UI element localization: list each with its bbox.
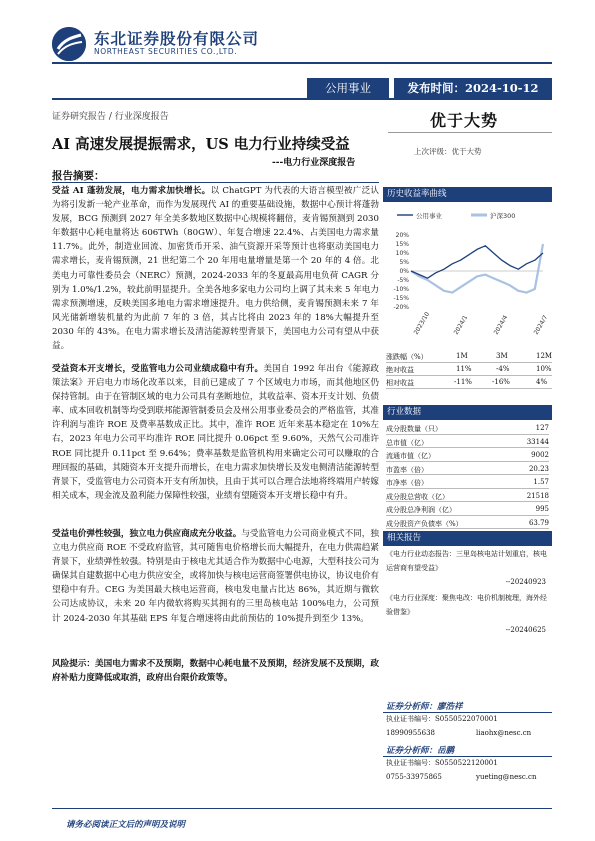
series-line (411, 244, 543, 293)
industry-data-row (386, 516, 549, 530)
industry-data-label: 成分股总净利润（亿） (386, 506, 456, 514)
summary-divider (52, 182, 379, 183)
industry-data-label: 成分股总营收（亿） (386, 492, 449, 501)
related-report-date: --20240625 (505, 626, 546, 634)
footer-divider (52, 808, 552, 809)
perf-header-cell: 3M (496, 352, 508, 360)
x-tick-label: 2024/1 (452, 314, 470, 336)
rating-divider (388, 132, 552, 133)
y-tick-label: -10% (393, 286, 409, 293)
paragraph-independent (52, 527, 379, 626)
industry-data-label: 市净率（倍） (386, 479, 428, 487)
company-name-en: NORTHEAST SECURITIES CO.,LTD. (94, 47, 238, 56)
analyst-phone: 0755-33975865 (386, 773, 442, 781)
industry-data-row (386, 435, 549, 449)
perf-cell: 相对收益 (386, 379, 414, 387)
y-tick-label: 15% (395, 241, 409, 248)
perf-header-cell: 1M (456, 352, 468, 360)
paragraph-body: 与受监管电力公司商业模式不同，独立电力供应商 ROE 不受政府监管，其可随售电价格增长而大幅提升，在电力供需趋紧背景下，业绩弹性较强。特别是由于核电尤其适合作为数据中心电源，大型科技公司为确保其自建数据中心电力供应安全，或将加快与核电运营商签署供电协议，协议电价有望稳中有升。CEG 为美国最大核电运营商，核电发电量占比达 86%，其近期与微软公司达成协议，未来 20 年内微软将购买其拥有的三里岛核电站 100%电力，公司预计 2024-2030 年其基础 EPS 年复合增速将由此前预估的 10%提升到至少 13%。 (52, 529, 379, 624)
paragraph-lead: 受益 AI 蓬勃发展，电力需求加快增长。 (52, 186, 211, 196)
legend-label: 沪深300 (490, 212, 516, 220)
industry-data-value: 995 (535, 505, 549, 513)
chart-y-ticks (393, 232, 409, 311)
perf-header-cell: 12M (536, 352, 553, 360)
industry-data-label: 成分股资产负债率（%） (386, 519, 463, 528)
analyst-email[interactable]: yueting@nesc.cn (476, 773, 537, 781)
y-tick-label: -15% (393, 295, 409, 302)
analyst-name: 证券分析师：岳鹏 (386, 746, 455, 756)
y-tick-label: -5% (397, 277, 409, 284)
tab-divider (52, 98, 552, 100)
chart-lines (411, 244, 543, 293)
perf-cell: -16% (492, 378, 510, 386)
related-report-date: --20240923 (505, 578, 546, 586)
legend-label: 公用事业 (416, 212, 442, 220)
perf-row-relative (386, 376, 552, 389)
perf-cell: -11% (454, 378, 472, 386)
industry-data-section-title: 行业数据 (383, 405, 552, 420)
industry-data-value: 9002 (531, 451, 549, 459)
industry-data-row (386, 475, 549, 489)
industry-data-value: 33144 (526, 437, 549, 446)
industry-data-row (386, 421, 549, 435)
report-subtitle: ---电力行业深度报告 (272, 158, 356, 168)
perf-cell: 11% (456, 365, 472, 373)
paragraph-demand (52, 184, 379, 353)
chart-legend (397, 211, 515, 220)
publish-date: 发布时间：2024-10-12 (394, 78, 552, 98)
footer-disclaimer[interactable]: 请务必阅读正文后的声明及说明 (66, 820, 186, 830)
chart-x-ticks (413, 311, 550, 336)
y-tick-label: -20% (393, 304, 409, 311)
perf-row-absolute (386, 363, 552, 376)
perf-cell: 4% (536, 378, 548, 386)
industry-data-label: 市盈率（倍） (386, 465, 428, 474)
industry-data-label: 总市值（亿） (386, 438, 428, 447)
paragraph-lead: 受益资本开支增长，受监管电力公司业绩成稳中有升。 (52, 364, 264, 374)
analyst-phone: 18990955638 (386, 729, 435, 737)
perf-header-cell: 涨跌幅（%） (386, 353, 428, 361)
industry-data-row (386, 448, 549, 462)
performance-chart (383, 205, 552, 345)
paragraph-body: 美国自 1992 年出台《能源政策法案》开启电力市场化改革以来，目前已建成了 7 个区域电力市场，而其他地区仍保持管制。由于在管制区域的电力公司具有垄断地位，其收益率、资本开支计划、负债率、成本回收机制等均受到联邦能源管制委员会及州公用事业委员会的严格监管，其准许利润与准许 ROE 及费率基数成正比。其中，准许 ROE 近年来基本稳定在 10%左右，2023 年电力公司平均准许 ROE 同比提升 0.06pct 至 9.60%，天然气公司准许 ROE 同比提升 0.11pct 至 9.64%；费率基数是监管机构用来确定公司可以赚取的合理回报的基础，其随资本开支提升而增长，在电力需求加快增长及发电侧清洁能源转型背景下，受监管电力公司资本开支有所加快，且由于其可以合理合法地将终端用户转嫁相关成本，现金流及盈利能力保障性较强，业绩有望随资本开支增长稳中有升。 (52, 364, 379, 501)
industry-data-value: 127 (535, 424, 549, 432)
industry-data-value: 1.57 (533, 478, 549, 486)
risk-warning: 风险提示：美国电力需求不及预期，数据中心耗电量不及预期，经济发展不及预期，政府补贴力度降低或取消，政府出台限价政策等。 (52, 659, 379, 684)
industry-data-row (386, 462, 549, 476)
header-divider (52, 62, 552, 64)
summary-heading: 报告摘要： (52, 170, 105, 182)
x-tick-label: 2024/4 (492, 314, 510, 336)
industry-tag: 公用事业 (307, 78, 389, 98)
rating-current: 优于大势 (430, 111, 499, 130)
related-report-link[interactable]: 《电力行业动态报告：三里岛核电站计划重启，核电运营商有望受益》 (386, 550, 547, 572)
paragraph-body: 以 ChatGPT 为代表的大语言模型被广泛认为将引发新一轮产业革命，而作为发展现代 AI 的重要基础设施，数据中心预计将蓬勃发展，BCG 预测到 2027 年全美多数地区数据中心规模将翻倍，麦肯锡预测到 2030 年数据中心耗电量将达 606TWh（80GW）、年复合增速 22.4%、占美国电力需求量 11.7%。此外，制造业回流、加密货币开采、油气资源开采等预计也将驱动美国电力需求增长，麦肯锡预测，21 世纪第二个 20 年用电量增量是第一个 20 年的 4 倍。北美电力可靠性委员会（NERC）预测，2024-2033 年的冬夏最高用电负荷 CAGR 分别为 1.0%/1.2%，较此前明显提升。全美各地多家电力公司均上调了其未来 5 年电力需求预测增速，反映美国多地电力需求增速提升。电力供给侧，麦肯锡预测未来 7 年风光储新增装机量约为此前 7 年的 3 倍，其占比将由 2023 年的 18%大幅提升至 2030 年的 43%。在电力需求增长及清洁能源转型背景下，美国电力公司有望从中获益。 (52, 186, 379, 352)
analyst-cert: 执业证书编号：S0550522120001 (386, 759, 498, 767)
breadcrumb: 证券研究报告 / 行业深度报告 (52, 112, 169, 122)
report-title: AI 高速发展提振需求，US 电力行业持续受益 (52, 136, 350, 153)
analyst-name: 证券分析师：廖浩祥 (386, 702, 463, 712)
perf-header-row (386, 350, 552, 363)
company-logo-icon (52, 27, 86, 61)
rating-previous: 上次评级：优于大势 (414, 147, 482, 156)
series-line (411, 246, 543, 278)
industry-data-label: 成分股数量（只） (386, 425, 442, 433)
perf-cell: 10% (536, 365, 552, 373)
x-tick-label: 2023/10 (412, 310, 432, 336)
industry-data-row (386, 489, 549, 503)
paragraph-lead: 受益电价弹性较强，独立电力供应商成充分收益。 (52, 529, 242, 539)
related-reports-section-title: 相关报告 (383, 531, 552, 546)
industry-data-row (386, 502, 549, 516)
analyst-cert: 执业证书编号：S0550522070001 (386, 715, 498, 723)
industry-data-table (386, 421, 549, 529)
y-tick-label: 20% (395, 232, 409, 239)
performance-section-title: 历史收益率曲线 (383, 187, 552, 202)
y-tick-label: 10% (395, 250, 409, 257)
company-name-cn: 东北证券股份有限公司 (94, 30, 260, 48)
paragraph-regulated (52, 362, 379, 503)
related-report-link[interactable]: 《电力行业深度：聚焦电改：电价机制梳理，海外经验借鉴》 (386, 594, 547, 616)
analyst-email[interactable]: liaohx@nesc.cn (476, 729, 532, 737)
industry-data-value: 63.79 (528, 518, 549, 527)
perf-cell: -4% (496, 365, 510, 373)
perf-cell: 绝对收益 (386, 366, 414, 374)
y-tick-label: 0% (399, 268, 409, 275)
performance-table (386, 350, 552, 389)
y-tick-label: 5% (399, 259, 409, 266)
industry-data-label: 流通市值（亿） (386, 452, 435, 460)
x-tick-label: 2024/7 (532, 314, 550, 336)
industry-data-value: 20.23 (528, 464, 549, 473)
industry-data-value: 21518 (526, 491, 549, 500)
